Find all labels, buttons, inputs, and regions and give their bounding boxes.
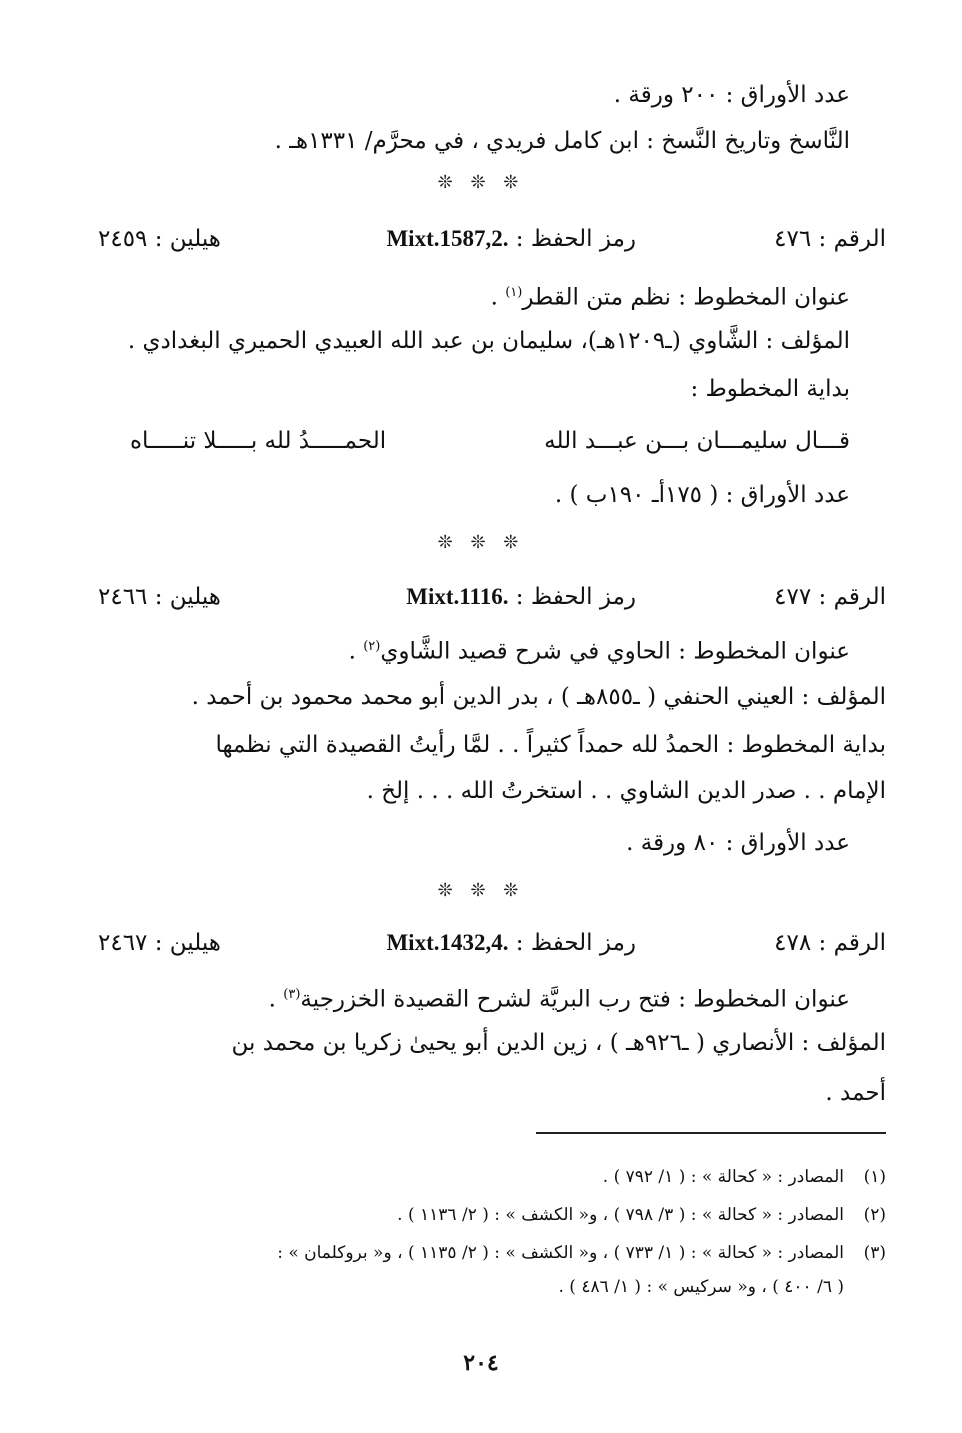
entry-476-incipit-verse xyxy=(130,424,850,458)
prev-entry-leaves: عدد الأوراق : ٢٠٠ ورقة . xyxy=(613,82,850,108)
entry-476-code xyxy=(386,222,636,256)
code-value: Mixt.1116. xyxy=(406,584,509,609)
entry-477-number: الرقم : ٤٧٧ xyxy=(774,584,886,610)
footnote-number: (٢) xyxy=(863,1205,886,1225)
footnote-2 xyxy=(90,1202,886,1228)
entry-477-meta xyxy=(98,580,886,614)
code-label: رمز الحفظ : xyxy=(515,226,636,252)
code-value: Mixt.1587,2. xyxy=(386,226,509,251)
entry-478-author-cont: أحمد . xyxy=(825,1080,886,1106)
entry-478-code xyxy=(386,926,636,960)
entry-476-meta xyxy=(98,222,886,256)
entry-478-author: المؤلف : الأنصاري ( ـ٩٢٦هـ ) ، زين الدين أبو يحيىٰ زكريا بن محمد بن xyxy=(231,1030,886,1056)
entry-478-title xyxy=(98,978,850,1017)
code-value: Mixt.1432,4. xyxy=(386,930,509,955)
title-end: . xyxy=(348,638,364,665)
footnote-text: المصادر : « كحالة » : ( ١/ ٧٩٢ ) . xyxy=(602,1167,844,1187)
code-label: رمز الحفظ : xyxy=(515,584,636,610)
page-number: ٢٠٤ xyxy=(463,1350,499,1376)
entry-477-helin: هيلين : ٢٤٦٦ xyxy=(98,584,221,610)
title-end: . xyxy=(268,986,284,1013)
entry-476-title xyxy=(98,276,850,315)
footnote-ref: (٢) xyxy=(363,639,381,654)
footnote-divider xyxy=(536,1132,886,1134)
entry-477-title xyxy=(98,630,850,669)
title-text: عنوان المخطوط : الحاوي في شرح قصيد الشَّاوي xyxy=(380,638,850,665)
entry-478-number: الرقم : ٤٧٨ xyxy=(774,930,886,956)
entry-477-author: المؤلف : العيني الحنفي ( ـ٨٥٥هـ ) ، بدر الدين أبو محمد محمود بن أحمد . xyxy=(191,684,886,710)
verse-hemistich-2: الحمـــــدُ لله بـــــلا تنـــــاه xyxy=(130,428,387,454)
footnote-3-cont: ( ٦/ ٤٠٠ ) ، و« سركيس » : ( ١/ ٤٨٦ ) . xyxy=(558,1277,844,1297)
entry-476-helin: هيلين : ٢٤٥٩ xyxy=(98,226,221,252)
footnote-text: المصادر : « كحالة » : ( ١/ ٧٣٣ ) ، و« الكشف » : ( ٢/ ١١٣٥ ) ، و« بروكلمان » : xyxy=(277,1243,844,1263)
section-separator: ❊ ❊ ❊ xyxy=(437,532,525,553)
title-end: . xyxy=(490,284,506,311)
entry-478-helin: هيلين : ٢٤٦٧ xyxy=(98,930,221,956)
title-text: عنوان المخطوط : فتح رب البريَّة لشرح القصيدة الخزرجية xyxy=(300,986,850,1013)
footnote-ref: (٣) xyxy=(283,987,301,1002)
entry-477-leaves: عدد الأوراق : ٨٠ ورقة . xyxy=(626,830,850,856)
code-label: رمز الحفظ : xyxy=(515,930,636,956)
entry-476-incipit-label: بداية المخطوط : xyxy=(690,376,850,402)
footnote-ref: (١) xyxy=(505,285,523,300)
title-text: عنوان المخطوط : نظم متن القطر xyxy=(522,284,850,311)
footnote-1 xyxy=(90,1164,886,1190)
entry-476-number: الرقم : ٤٧٦ xyxy=(774,226,886,252)
entry-478-meta xyxy=(98,926,886,960)
footnote-number: (١) xyxy=(863,1167,886,1187)
footnote-3 xyxy=(90,1240,886,1266)
footnote-number: (٣) xyxy=(863,1243,886,1263)
entry-476-leaves: عدد الأوراق : ( ١٧٥أـ ١٩٠ب ) . xyxy=(554,482,850,508)
entry-477-incipit: بداية المخطوط : الحمدُ لله حمداً كثيراً . . لمَّا رأيتُ القصيدة التي نظمها xyxy=(215,732,886,758)
verse-hemistich-1: قـــال سليمـــان بـــن عبـــد الله xyxy=(544,428,850,454)
section-separator: ❊ ❊ ❊ xyxy=(437,172,525,193)
entry-477-code xyxy=(406,580,636,614)
entry-477-incipit-cont: الإمام . . صدر الدين الشاوي . . استخرتُ الله . . . إلخ . xyxy=(366,778,886,804)
entry-476-author: المؤلف : الشَّاوي (ـ١٢٠٩هـ)، سليمان بن عبد الله العبيدي الحميري البغدادي . xyxy=(127,328,850,354)
section-separator: ❊ ❊ ❊ xyxy=(437,880,525,901)
prev-entry-copyist: النَّاسخ وتاريخ النَّسخ : ابن كامل فريدي ، في محرَّم/ ١٣٣١هـ . xyxy=(274,128,850,154)
footnote-text: المصادر : « كحالة » : ( ٣/ ٧٩٨ ) ، و« الكشف » : ( ٢/ ١١٣٦ ) . xyxy=(397,1205,844,1225)
